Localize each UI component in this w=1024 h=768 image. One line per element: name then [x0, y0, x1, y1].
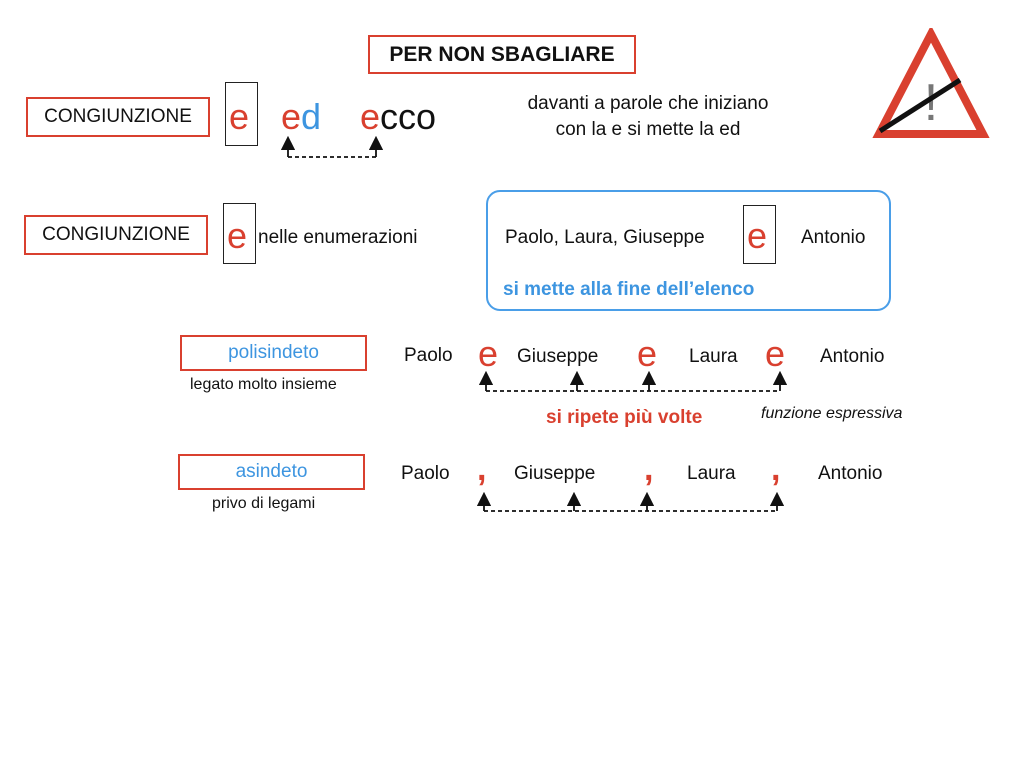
asi-word-2: Giuseppe — [514, 463, 596, 484]
asi-word-4: Antonio — [818, 463, 883, 484]
asi-word-1: Paolo — [401, 463, 450, 484]
asi-comma-2: , — [644, 450, 654, 488]
page-title: PER NON SBAGLIARE — [368, 35, 636, 74]
poli-note: si ripete più volte — [546, 407, 703, 428]
row1-note-line2: con la e si mette la ed — [555, 118, 741, 140]
poli-e-2: e — [637, 333, 658, 374]
asindeto-label-text: asindeto — [235, 461, 308, 482]
warning-exclamation: ! — [923, 74, 939, 132]
rule-text: si mette alla fine dell’elenco — [503, 279, 755, 300]
row1-note-line1: davanti a parole che iniziano — [527, 93, 769, 114]
polisindeto-label-text: polisindeto — [228, 342, 319, 363]
ed-e: e — [281, 96, 302, 137]
asindeto-sublabel: privo di legami — [212, 495, 316, 512]
poli-function: funzione espressiva — [761, 405, 903, 422]
poli-e-3: e — [765, 333, 786, 374]
poli-e-1: e — [478, 333, 499, 374]
asi-word-3: Laura — [687, 463, 736, 484]
poli-word-4: Antonio — [820, 346, 885, 367]
ed-ecco-connector — [288, 143, 376, 157]
ecco-e: e — [360, 96, 381, 137]
polisindeto-sublabel: legato molto insieme — [190, 376, 337, 393]
asi-comma-1: , — [477, 450, 487, 488]
poli-word-3: Laura — [689, 346, 738, 367]
example-last: Antonio — [801, 227, 866, 248]
example-e: e — [747, 215, 768, 256]
ecco-rest: cco — [380, 96, 437, 137]
polisindeto-connector — [486, 378, 780, 391]
example-names: Paolo, Laura, Giuseppe — [505, 227, 705, 248]
conjunction-e-2: e — [227, 215, 248, 256]
congiunzione-label-text-2: CONGIUNZIONE — [42, 224, 190, 245]
asi-comma-3: , — [771, 450, 781, 488]
enumerazioni-text: nelle enumerazioni — [258, 227, 418, 248]
poli-word-1: Paolo — [404, 345, 453, 366]
asindeto-connector — [484, 499, 777, 511]
poli-word-2: Giuseppe — [517, 346, 599, 367]
congiunzione-label-text: CONGIUNZIONE — [44, 106, 192, 127]
ed-d: d — [301, 96, 322, 137]
conjunction-e: e — [229, 96, 250, 137]
